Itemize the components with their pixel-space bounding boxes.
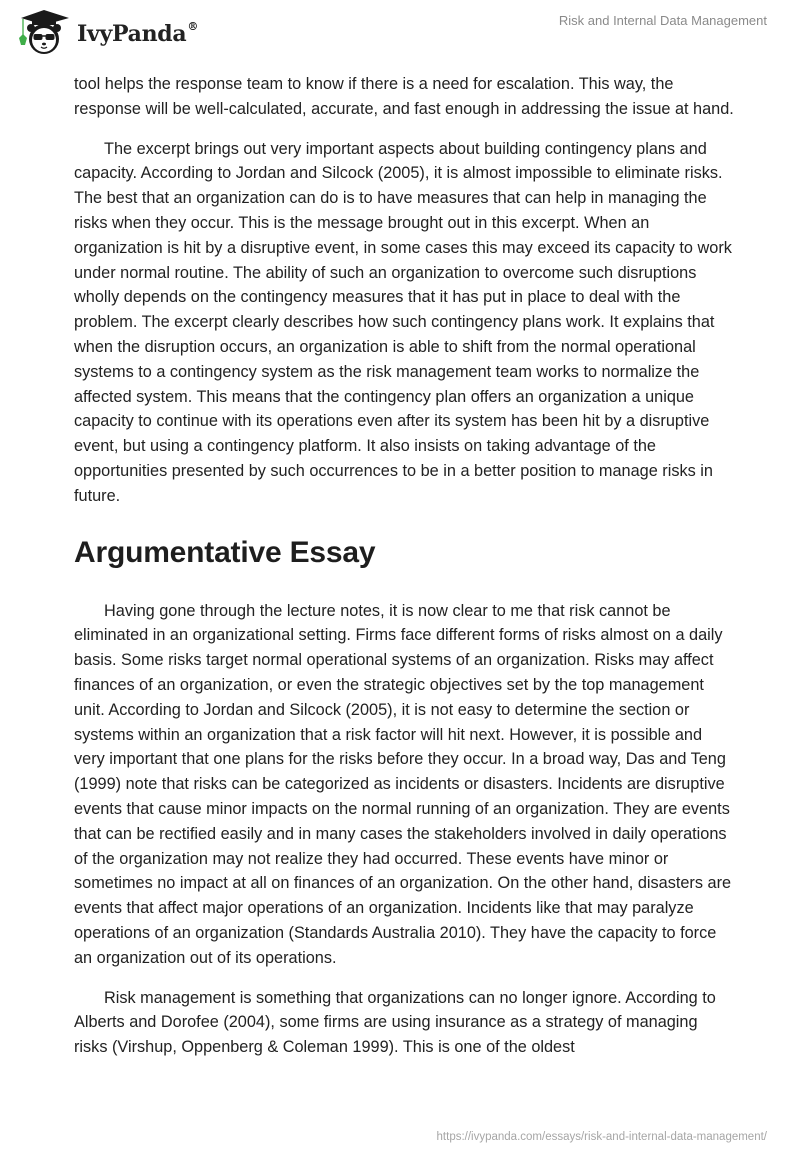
section-heading: Argumentative Essay bbox=[74, 535, 376, 569]
document-title: Risk and Internal Data Management bbox=[558, 13, 767, 28]
source-url-link[interactable]: https://ivypanda.com/essays/risk-and-internal-data-management/ bbox=[436, 1131, 767, 1143]
panda-graduate-icon bbox=[17, 8, 75, 56]
logo-wordmark bbox=[77, 21, 198, 47]
paragraph: The excerpt brings out very important aspects about building contingency plans and capacity. According to Jordan and Silcock (2005), it is almost impossible to eliminate risks. The best that an organization can do is to have measures that can help in managing the risks when they occur. This is the message brought out in this excerpt. When an organization is hit by a disruptive event, in some cases this may exceed its capacity to work under normal routine. The ability of such an organization to overcome such disruptions wholly depends on the contingency measures that it has put in place to deal with the problem. The excerpt clearly describes how such contingency plans work. It explains that when the disruption occurs, an organization is able to shift from the normal operational systems to a contingency system as the risk management team works to normalize the affected system. This means that the contingency plan offers an organization a unique capacity to continue with its operations even after its system has been hit by a disruptive event, but using a contingency platform. It also insists on taking advantage of the opportunities presented by such occurrences to be in a better position to manage risks in future. bbox=[74, 139, 732, 505]
paragraph: Having gone through the lecture notes, it is now clear to me that risk cannot be eliminated in an organizational setting. Firms face different forms of risks almost on a daily basis. Some risks target normal operational systems of an organization. Risks may affect finances of an organization, or even the strategic objectives set by the top management unit. According to Jordan and Silcock (2005), it is not easy to determine the section or systems within an organization that a risk factor will hit next. However, it is possible and very important that one plans for the risks before they occur. In a broad way, Das and Teng (1999) note that risks can be categorized as incidents or disasters. Incidents are disruptive events that cause minor impacts on the normal running of an organization. They are events that can be rectified easily and in many cases the stakeholders involved in daily operations of the organization may not realize they had occurred. These events have minor or sometimes no impact at all on finances of an organization. On the other hand, disasters are events that affect major operations of an organization. Incidents like that may paralyze operations of an organization (Standards Australia 2010). They have the capacity to force an organization out of its operations. bbox=[74, 601, 732, 967]
page-header bbox=[0, 0, 800, 60]
registered-mark: ® bbox=[187, 19, 199, 33]
essay-content bbox=[74, 72, 734, 1075]
logo-text: IvyPanda bbox=[77, 21, 187, 47]
paragraph: tool helps the response team to know if there is a need for escalation. This way, the response will be well-calculated, accurate, and fast enough in addressing the issue at hand. bbox=[74, 75, 734, 118]
ivypanda-logo[interactable] bbox=[17, 8, 198, 56]
paragraph: Risk management is something that organizations can no longer ignore. According to Alberts and Dorofee (2004), some firms are using insurance as a strategy of managing risks (Virshup, Oppenberg & Coleman 1999). This is one of the oldest bbox=[74, 988, 716, 1057]
